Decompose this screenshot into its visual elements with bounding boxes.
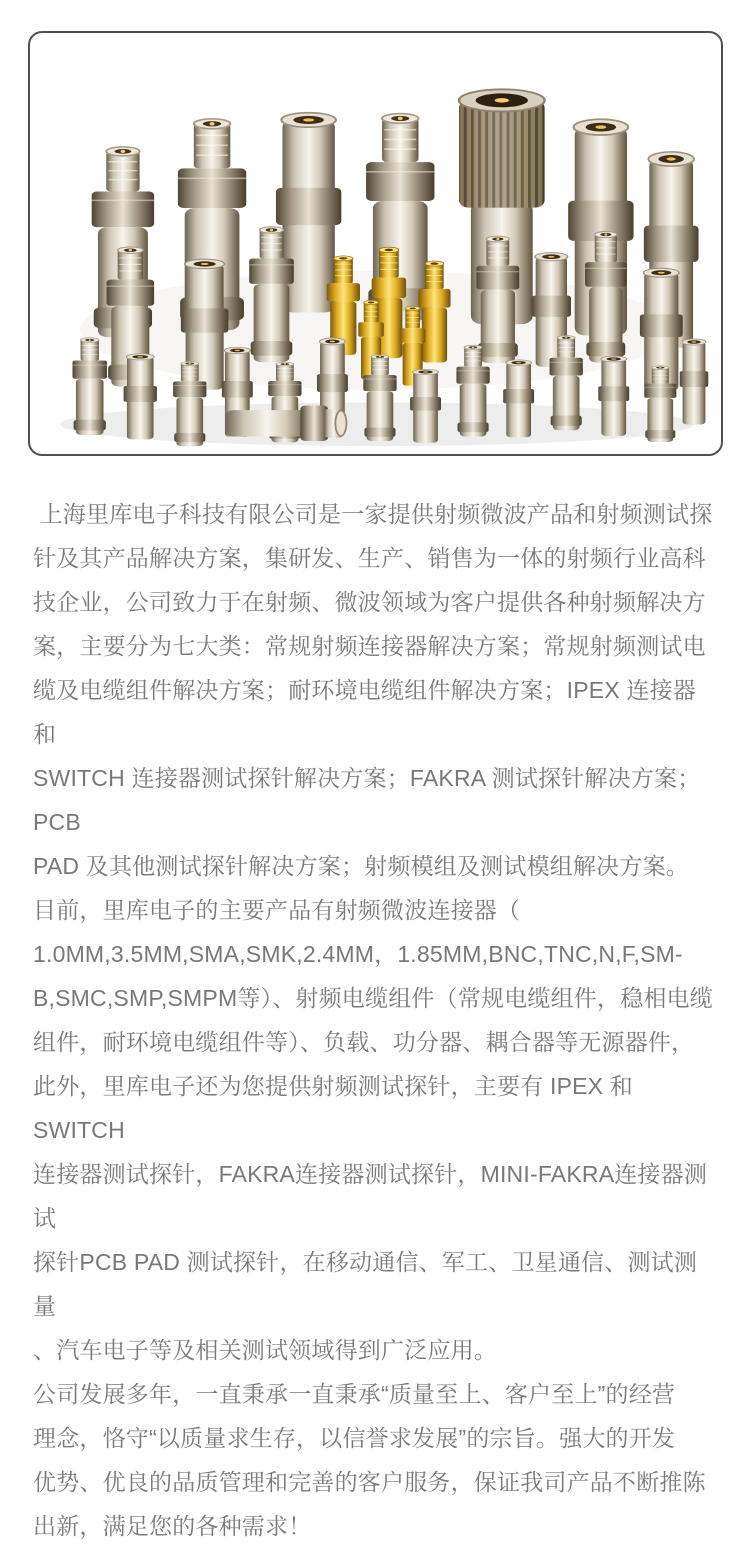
intro-line: 探针PCB PAD 测试探针，在移动通信、军工、卫星通信、测试测量 — [33, 1249, 698, 1319]
intro-line: 理念，恪守“以质量求生存，以信誉求发展”的宗旨。强大的开发 — [33, 1425, 676, 1451]
intro-line: B,SMC,SMP,SMPM等）、射频电缆组件（常规电缆组件，稳相电缆 — [33, 985, 713, 1011]
company-intro-text — [33, 492, 717, 1548]
intro-line: 出新，满足您的各种需求！ — [33, 1513, 312, 1539]
intro-line: 公司发展多年，一直秉承一直秉承“质量至上、客户至上”的经营 — [33, 1381, 676, 1407]
intro-line: 缆及电缆组件解决方案；耐环境电缆组件解决方案；IPEX 连接器和 — [33, 677, 697, 747]
rf-connectors-photo — [30, 33, 721, 454]
intro-line: 1.0MM,3.5MM,SMA,SMK,2.4MM，1.85MM,BNC,TNC,N,F,SM- — [33, 941, 683, 967]
intro-line: SWITCH 连接器测试探针解决方案；FAKRA 测试探针解决方案；PCB — [33, 765, 701, 835]
intro-line: 上海里库电子科技有限公司是一家提供射频微波产品和射频测试探 — [33, 501, 713, 527]
intro-line: 案，主要分为七大类：常规射频连接器解决方案；常规射频测试电 — [33, 633, 706, 659]
intro-line: 针及其产品解决方案，集研发、生产、销售为一体的射频行业高科 — [33, 545, 706, 571]
intro-line: 连接器测试探针，FAKRA连接器测试探针，MINI-FAKRA连接器测试 — [33, 1161, 708, 1231]
intro-line: 目前，里库电子的主要产品有射频微波连接器（ — [33, 897, 521, 923]
intro-line: 技企业，公司致力于在射频、微波领域为客户提供各种射频解决方 — [33, 589, 706, 615]
intro-line: PAD 及其他测试探针解决方案；射频模组及测试模组解决方案。 — [33, 853, 689, 879]
intro-line: 组件，耐环境电缆组件等）、负载、功分器、耦合器等无源器件， — [33, 1029, 695, 1055]
intro-line: 、汽车电子等及相关测试领域得到广泛应用。 — [33, 1337, 497, 1363]
intro-line: 此外，里库电子还为您提供射频测试探针，主要有 IPEX 和 SWITCH — [33, 1073, 640, 1143]
product-photo-frame — [28, 31, 723, 456]
intro-line: 优势、优良的品质管理和完善的客户服务，保证我司产品不断推陈 — [33, 1469, 706, 1495]
